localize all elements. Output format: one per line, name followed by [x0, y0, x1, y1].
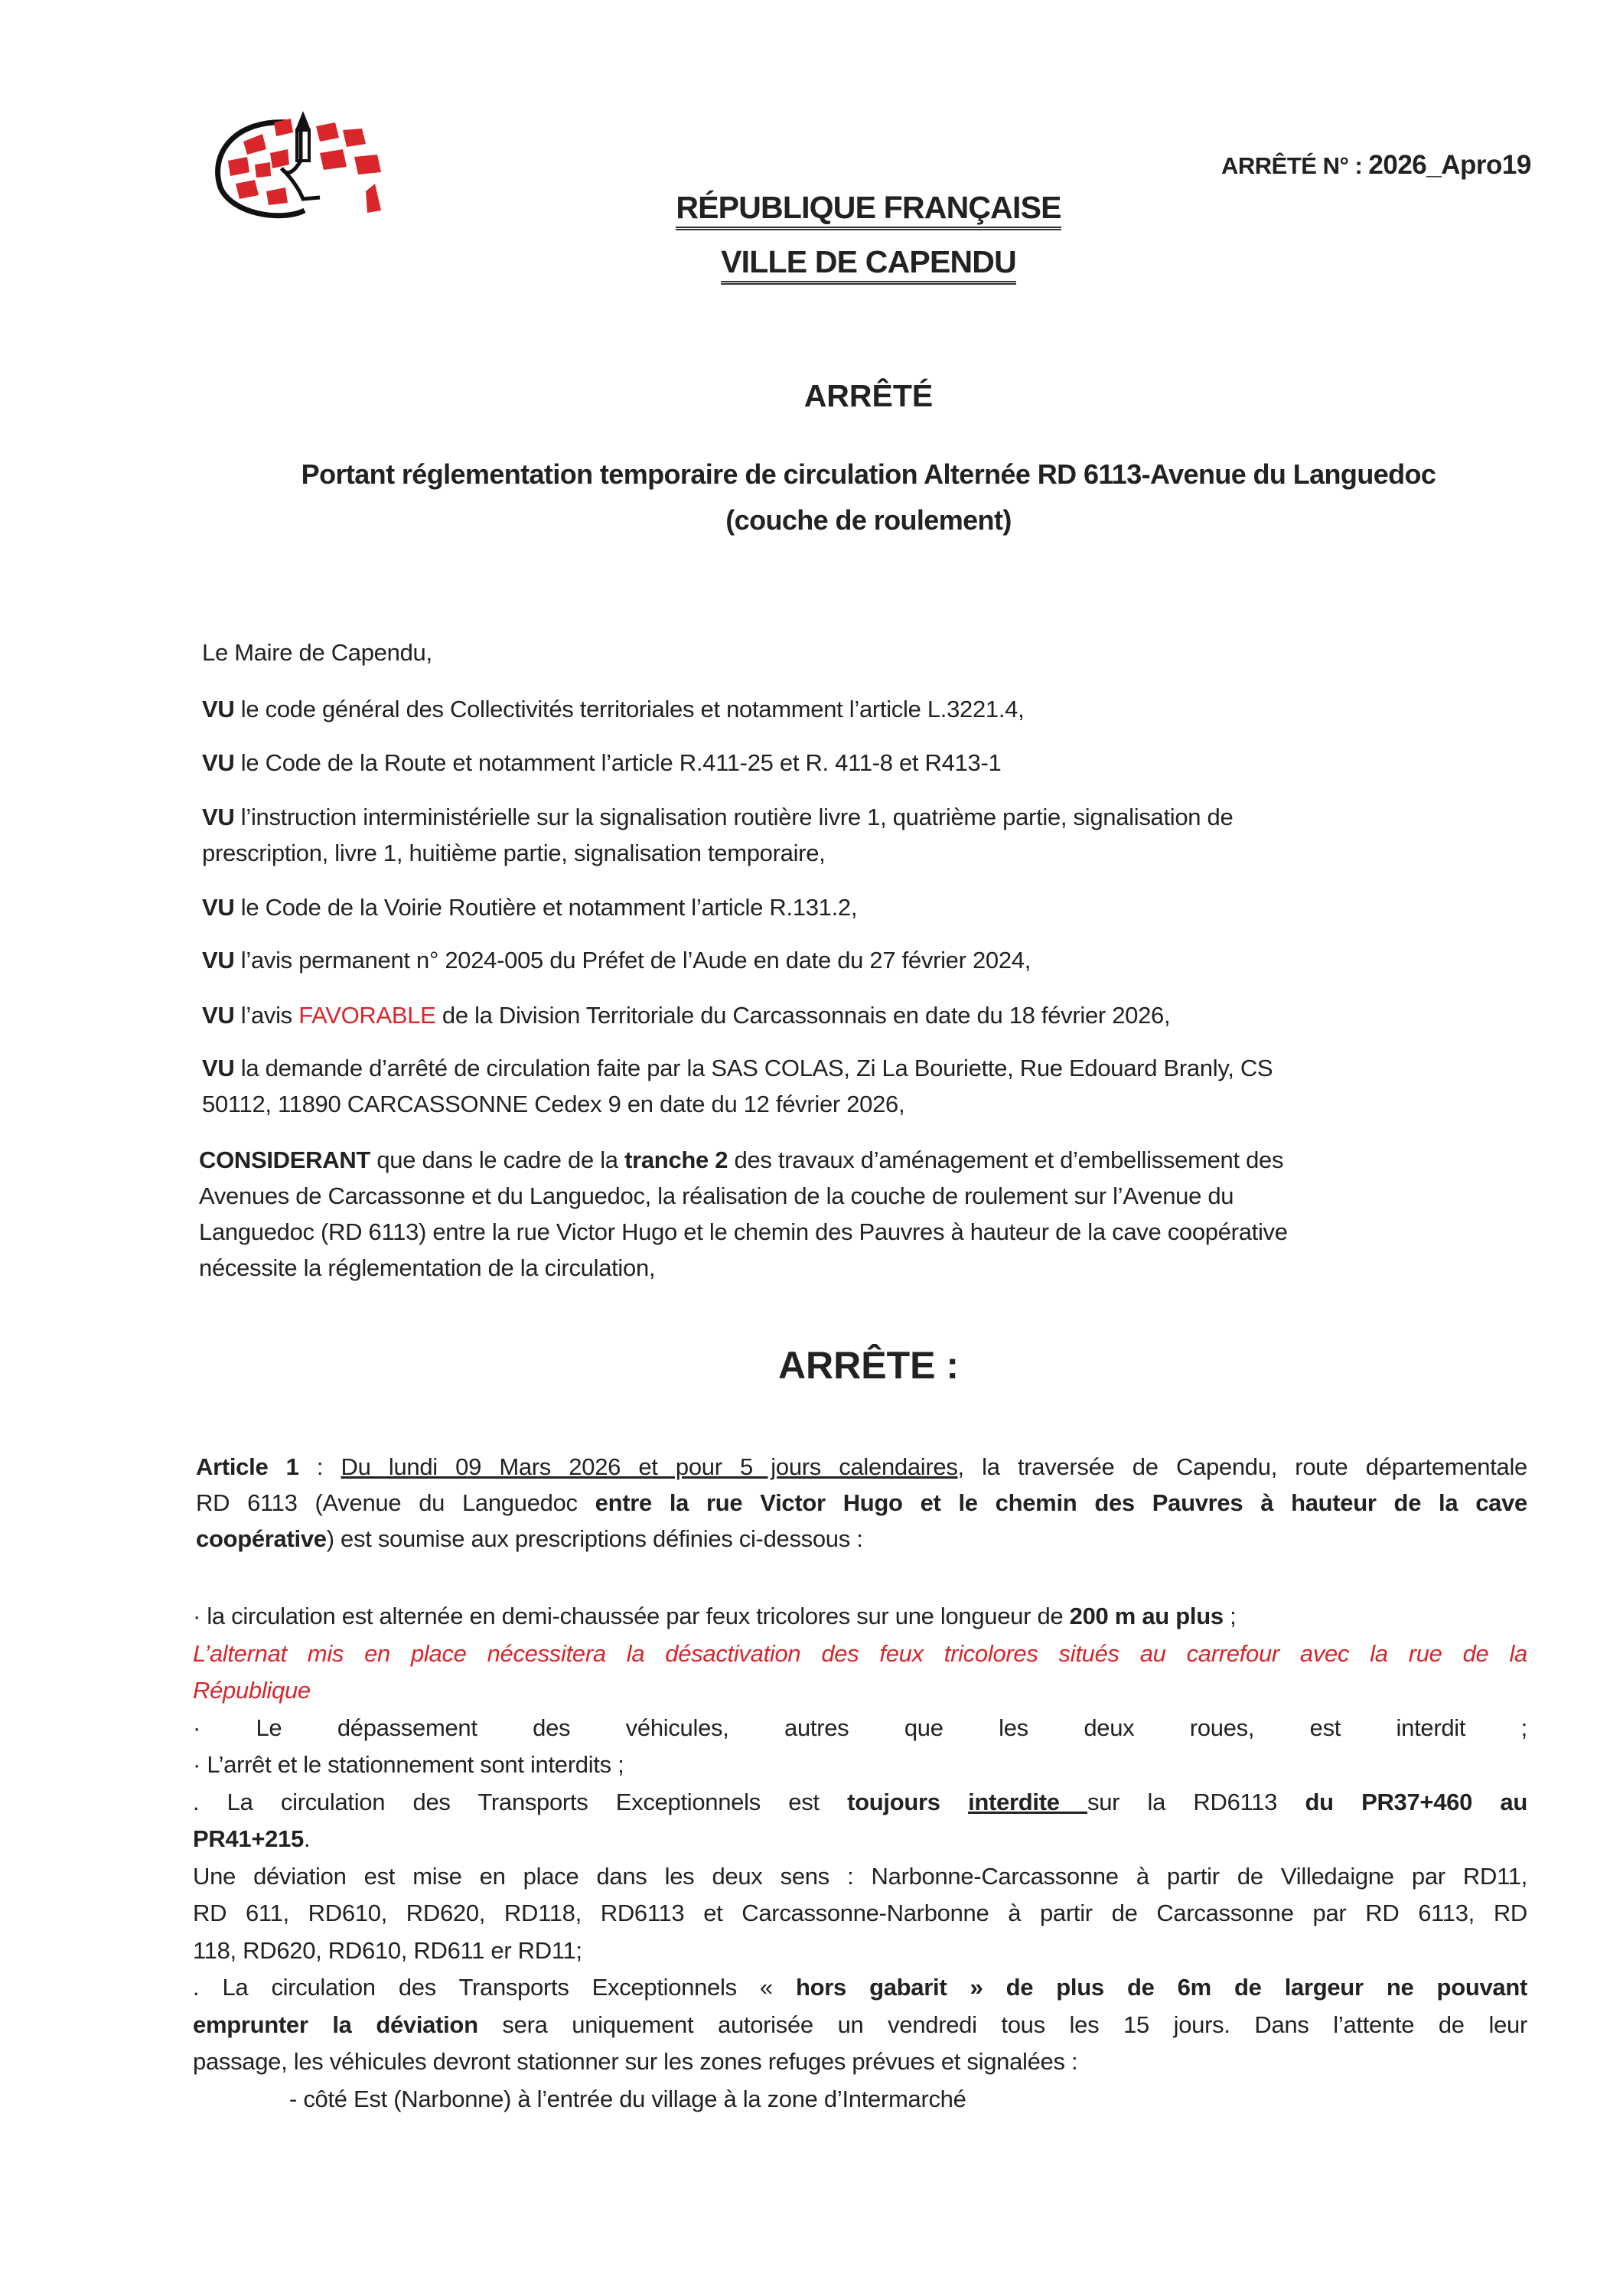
- text-segment: interdite: [968, 1788, 1088, 1815]
- text-segment: PR41+215: [193, 1825, 304, 1852]
- text-segment: nécessite la réglementation de la circulation,: [199, 1254, 656, 1281]
- text-line: [193, 1821, 1527, 1858]
- text-line: [193, 2007, 1527, 2044]
- vu-clause: [202, 745, 1001, 781]
- text-segment: passage, les véhicules devront stationner sur les zones refuges prévues et signalées :: [193, 2048, 1078, 2075]
- text-segment: - côté Est (Narbonne) à l’entrée du village à la zone d’Intermarché: [289, 2085, 966, 2112]
- document-subtitle: [230, 452, 1507, 543]
- document-title: ARRÊTÉ: [803, 378, 934, 413]
- text-segment: VU: [202, 1002, 235, 1029]
- text-segment: la demande d’arrêté de circulation faite par la SAS COLAS, Zi La Bouriette, Rue Edouard Branly, CS: [234, 1055, 1273, 1081]
- text-segment: toujours: [847, 1788, 940, 1815]
- text-segment: l’avis permanent n° 2024-005 du Préfet de l’Aude en date du 27 février 2024,: [234, 947, 1031, 974]
- text-segment: 118, RD620, RD610, RD611 er RD11;: [193, 1936, 582, 1964]
- text-line: [199, 1142, 1288, 1178]
- text-segment: emprunter la déviation: [193, 2011, 478, 2038]
- text-segment: , la traversée de Capendu, route départementale: [957, 1453, 1527, 1480]
- text-segment: . La circulation des Transports Exceptionnels «: [193, 1974, 796, 2001]
- text-segment: .: [303, 1825, 311, 1852]
- text-segment: Article 1: [196, 1453, 299, 1480]
- text-line: [193, 1746, 1527, 1784]
- vu-clause: [202, 942, 1031, 978]
- text-segment: de plus de 6m de largeur ne pouvant: [1005, 1974, 1528, 2001]
- text-segment: RD 6113 (Avenue du Languedoc: [196, 1489, 595, 1516]
- preamble-mayor: [202, 634, 432, 670]
- text-line: [202, 634, 432, 670]
- text-line: [202, 889, 857, 925]
- text-segment: VU: [202, 894, 235, 921]
- text-line: [193, 1710, 1527, 1747]
- arrete-number-label: ARRÊTÉ N° :: [1221, 152, 1369, 179]
- text-segment: RD 611, RD610, RD620, RD118, RD6113 et Carcassonne-Narbonne à partir de Carcassonne par RD 6113, RD: [193, 1900, 1527, 1926]
- text-line: [193, 1932, 1527, 1970]
- text-line: [199, 1250, 1288, 1286]
- text-segment: ;: [1223, 1603, 1237, 1629]
- text-segment: Avenues de Carcassonne et du Languedoc, la réalisation de la couche de roulement sur l’Avenue du: [199, 1182, 1234, 1209]
- vu-clause: [202, 997, 1170, 1033]
- text-segment: l’avis: [234, 1002, 299, 1029]
- text-line: [202, 1086, 1273, 1122]
- text-line: [193, 1598, 1527, 1636]
- republique-text: RÉPUBLIQUE FRANÇAISE: [676, 190, 1061, 230]
- text-segment: · Le dépassement des véhicules, autres que les deux roues, est interdit ;: [193, 1714, 1527, 1741]
- text-segment: sur la RD6113: [1087, 1788, 1305, 1815]
- text-line: [193, 1784, 1527, 1821]
- text-segment: VU: [202, 749, 235, 776]
- text-segment: Le Maire de Capendu,: [202, 639, 432, 666]
- text-line: [202, 835, 1233, 871]
- ville-text: VILLE DE CAPENDU: [721, 244, 1016, 285]
- text-segment: tranche 2: [624, 1146, 728, 1173]
- text-segment: VU: [202, 696, 235, 722]
- text-segment: coopérative: [196, 1525, 327, 1552]
- text-line: [196, 1449, 1527, 1485]
- text-segment: prescription, livre 1, huitième partie, signalisation temporaire,: [202, 840, 826, 866]
- text-line: [202, 691, 1024, 727]
- text-segment: VU: [202, 804, 235, 830]
- text-segment: . La circulation des Transports Exceptionnels est: [193, 1788, 848, 1815]
- text-line: [199, 1214, 1288, 1250]
- text-segment: [940, 1789, 968, 1815]
- considerant-clause: [199, 1142, 1288, 1286]
- text-line: [193, 1636, 1527, 1673]
- text-line: [199, 1178, 1288, 1214]
- text-segment: · L’arrêt et le stationnement sont interdits ;: [193, 1751, 624, 1778]
- ville-heading: [0, 244, 1623, 280]
- text-segment: que dans le cadre de la: [370, 1146, 625, 1173]
- text-segment: Languedoc (RD 6113) entre la rue Victor Hugo et le chemin des Pauvres à hauteur de la cave coopérative: [199, 1218, 1288, 1245]
- text-line: [193, 2081, 1527, 2118]
- text-line: [202, 942, 1031, 978]
- vu-clause: [202, 889, 857, 925]
- decision-heading: ARRÊTE :: [777, 1344, 960, 1387]
- text-segment: 50112, 11890 CARCASSONNE Cedex 9 en date du 12 février 2026,: [202, 1091, 905, 1117]
- text-line: [193, 1672, 1527, 1710]
- text-segment: de la Division Territoriale du Carcassonnais en date du 18 février 2026,: [435, 1002, 1171, 1029]
- arrete-number: [1221, 150, 1531, 181]
- text-segment: Une déviation est mise en place dans les deux sens : Narbonne-Carcassonne à partir de Villedaigne par RD11,: [193, 1862, 1527, 1890]
- text-segment: L’alternat mis en place nécessitera la désactivation des feux tricolores situés au carrefour avec la rue de la: [193, 1639, 1527, 1667]
- text-segment: des travaux d’aménagement et d’embellissement des: [728, 1146, 1284, 1173]
- text-segment: du PR37+460 au: [1305, 1788, 1527, 1815]
- text-line: [196, 1485, 1527, 1521]
- text-line: [193, 1969, 1527, 2007]
- text-segment: VU: [202, 1055, 235, 1081]
- text-line: [202, 997, 1170, 1033]
- subtitle-line: Portant réglementation temporaire de circulation Alternée RD 6113-Avenue du Languedoc: [301, 458, 1436, 490]
- text-line: [202, 1050, 1273, 1086]
- text-segment: ) est soumise aux prescriptions définies ci-dessous :: [326, 1525, 863, 1552]
- text-segment: le code général des Collectivités territoriales et notamment l’article L.3221.4,: [234, 696, 1025, 722]
- vu-clause: [202, 691, 1024, 727]
- text-segment: [983, 1974, 1005, 2001]
- arrete-number-value: 2026_Apro19: [1368, 150, 1531, 180]
- text-segment: CONSIDERANT: [199, 1146, 371, 1173]
- text-line: [202, 745, 1001, 781]
- text-segment: · la circulation est alternée en demi-chaussée par feux tricolores sur une longueur de: [193, 1603, 1070, 1629]
- text-line: [202, 799, 1233, 835]
- republique-heading: [0, 190, 1623, 226]
- text-segment: République: [193, 1677, 311, 1704]
- text-segment: l’instruction interministérielle sur la signalisation routière livre 1, quatrième partie, signalisation de: [234, 804, 1234, 830]
- text-segment: le Code de la Route et notamment l’article R.411-25 et R. 411-8 et R413-1: [234, 749, 1002, 776]
- subtitle-line: (couche de roulement): [725, 504, 1012, 536]
- article-1-prescriptions: [193, 1598, 1527, 2118]
- text-line: [196, 1521, 1527, 1557]
- text-segment: le Code de la Voirie Routière et notamment l’article R.131.2,: [234, 894, 858, 921]
- text-segment: 200 m au plus: [1069, 1603, 1224, 1629]
- text-segment: Du lundi 09 Mars 2026 et pour 5 jours calendaires: [341, 1453, 958, 1480]
- text-segment: entre la rue Victor Hugo et le chemin des Pauvres à hauteur de la cave: [595, 1489, 1527, 1516]
- text-segment: VU: [202, 947, 235, 974]
- text-line: [193, 2043, 1527, 2081]
- text-segment: sera uniquement autorisée un vendredi tous les 15 jours. Dans l’attente de leur: [477, 2011, 1527, 2038]
- text-segment: hors gabarit »: [795, 1974, 983, 2001]
- text-segment: FAVORABLE: [298, 1002, 436, 1029]
- text-line: [193, 1858, 1527, 1896]
- text-segment: :: [298, 1453, 341, 1480]
- vu-clause: [202, 1050, 1273, 1122]
- vu-clause: [202, 799, 1233, 871]
- article-1: [196, 1449, 1527, 1557]
- text-line: [193, 1895, 1527, 1932]
